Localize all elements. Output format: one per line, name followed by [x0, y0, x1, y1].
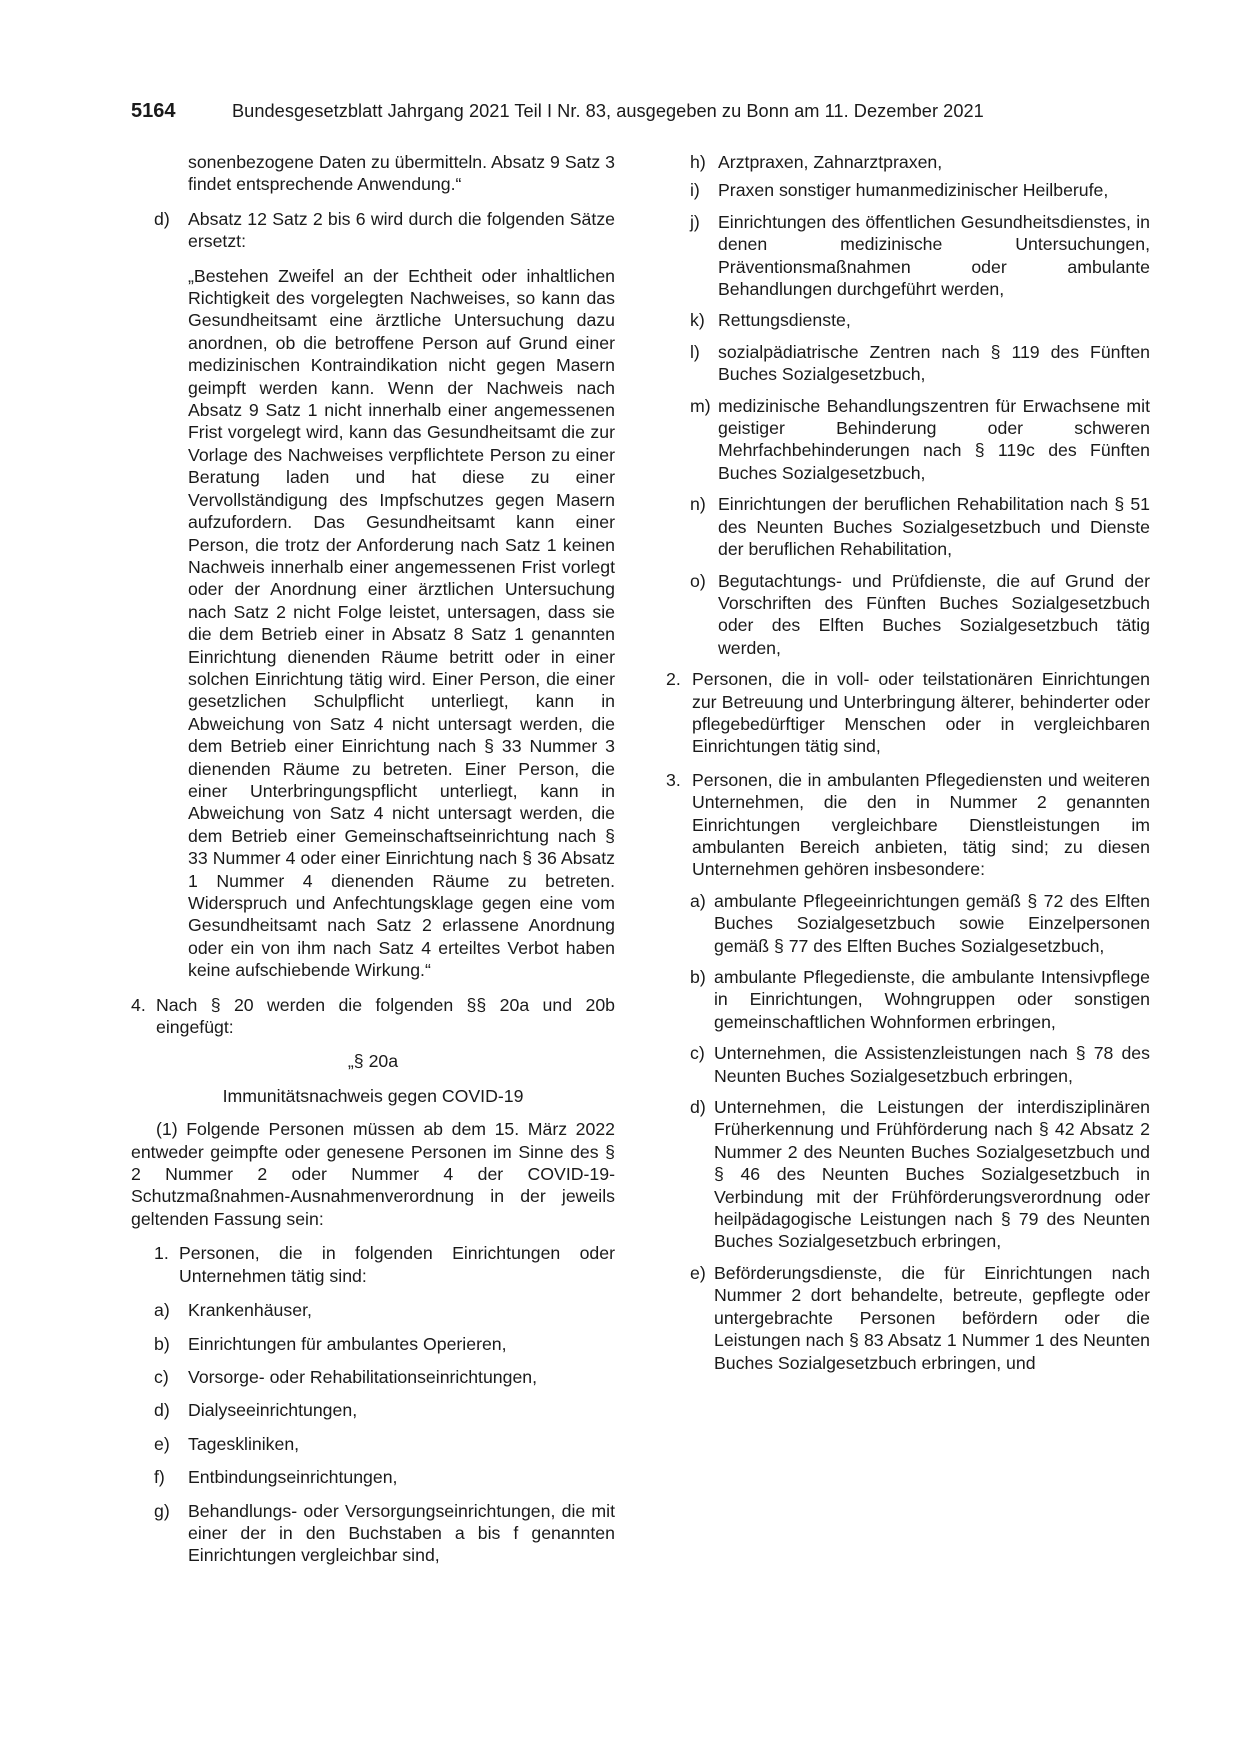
page-number: 5164 — [131, 100, 176, 122]
list-item — [131, 1466, 615, 1488]
list-item — [666, 1042, 1150, 1087]
section-title: Immunitätsnachweis gegen COVID-19 — [222, 1085, 524, 1106]
list-item-text: Einrichtungen der beruflichen Rehabilitation nach § 51 des Neunten Buches Sozialgesetzbuch und Dienste der beruflichen Rehabilitation, — [718, 494, 1150, 560]
list-item-text: Beförderungsdienste, die für Einrichtungen nach Nummer 2 dort behandelte, betreute, gepflegte oder untergebrachte Personen befördern oder die Leistungen nach § 83 Absatz 1 Nummer 1 des Neunten Buches Sozialgesetzbuch erbringen, und — [714, 1262, 1150, 1373]
list-item-text: ambulante Pflegedienste, die ambulante Intensivpflege in Einrichtungen, Wohngruppen oder sonstigen gemeinschaftlichen Wohnformen erbringen, — [714, 967, 1150, 1032]
right-column — [666, 151, 1150, 1374]
list-item-text: Einrichtungen des öffentlichen Gesundheitsdienstes, in denen medizinische Untersuchungen, Präventionsmaßnahmen oder ambulante Behandlungen durchgeführt werden, — [718, 211, 1150, 300]
point-2-text: Personen, die in voll- oder teilstationären Einrichtungen zur Betreuung und Unterbringung älterer, behinderter oder pflegebedürftiger Menschen oder in vergleichbaren Einrichtungen tätig sind, — [692, 669, 1150, 757]
list-item — [666, 309, 1150, 331]
list-item-text: Begutachtungs- und Prüfdienste, die auf Grund der Vorschriften des Fünften Buches Sozialgesetzbuch oder des Elften Buches Sozialgesetzbuch tätig werden, — [718, 570, 1150, 658]
list-item — [666, 570, 1150, 660]
left-column — [131, 151, 615, 1567]
list-item-text: sozialpädiatrische Zentren nach § 119 des Fünften Buches Sozialgesetzbuch, — [718, 341, 1150, 385]
list-item-label: c) — [690, 1043, 705, 1064]
item-4 — [131, 994, 615, 1039]
list-item — [666, 966, 1150, 1033]
list-item-label: a) — [154, 1300, 170, 1321]
list-item — [131, 1500, 615, 1567]
list-item-text: Rettungsdienste, — [718, 310, 851, 331]
list-item-text: ambulante Pflegeeinrichtungen gemäß § 72 des Elften Buches Sozialgesetzbuch sowie Einzelpersonen gemäß § 77 des Elften Buches Sozialgesetzbuch, — [714, 890, 1150, 956]
list-item-label: b) — [154, 1333, 170, 1354]
continuation-text: sonenbezogene Daten zu übermitteln. Absatz 9 Satz 3 findet entsprechende Anwendung.“ — [188, 152, 615, 195]
item-d-label: d) — [154, 208, 170, 229]
list-item-text: medizinische Behandlungszentren für Erwachsene mit geistiger Behinderung oder schweren Mehrfachbehinderungen nach § 119c des Fünften Buches Sozialgesetzbuch, — [718, 395, 1150, 483]
list-item-text: Entbindungseinrichtungen, — [188, 1467, 398, 1488]
list-item-label: f) — [154, 1467, 165, 1488]
list-item-label: c) — [154, 1366, 169, 1387]
list-item-label: m) — [690, 395, 711, 416]
item-4-text: Nach § 20 werden die folgenden §§ 20a und 20b eingefügt: — [156, 994, 615, 1038]
list-item-text: Praxen sonstiger humanmedizinischer Heilberufe, — [718, 180, 1109, 201]
list-item-label: j) — [690, 211, 700, 232]
running-head: Bundesgesetzblatt Jahrgang 2021 Teil I Nr. 83, ausgegeben zu Bonn am 11. Dezember 2021 — [232, 101, 984, 121]
list-item — [666, 211, 1150, 301]
list-item — [131, 1299, 615, 1321]
point-2-label: 2. — [666, 669, 681, 690]
list-item-label: e) — [690, 1262, 706, 1283]
list-item — [131, 1366, 615, 1388]
list-item — [666, 151, 1150, 173]
list-item-label: h) — [690, 152, 706, 172]
list-item-text: Behandlungs- oder Versorgungseinrichtungen, die mit einer der in den Buchstaben a bis f genannten Einrichtungen vergleichbar sind, — [188, 1500, 615, 1566]
list-item-label: d) — [154, 1400, 170, 1421]
list-item — [666, 890, 1150, 957]
list-item — [131, 1399, 615, 1421]
point-1-text: Personen, die in folgenden Einrichtungen oder Unternehmen tätig sind: — [179, 1243, 615, 1286]
list-item-label: b) — [690, 967, 706, 987]
quoted-text: „Bestehen Zweifel an der Echtheit oder inhaltlichen Richtigkeit des vorgelegten Nachweises, so kann das Gesundheitsamt eine ärztliche Untersuchung dazu anordnen, ob die betroffene Person auf Grund einer medizinischen Kontraindikation nicht gegen Masern geimpft werden kann. Wenn der Nachweis nach Absatz 9 Satz 1 nicht innerhalb einer angemessenen Frist vorgelegt wird, kann das Gesundheitsamt die zur Vorlage des Nachweises verpflichtete Person zu einer Beratung laden und hat diese zu einer Vervollständigung des Impfschutzes gegen Masern aufzufordern. Das Gesundheitsamt kann einer Person, die trotz der Anforderung nach Satz 1 keinen Nachweis innerhalb einer angemessenen Frist vorlegt oder der Anordnung einer ärztlichen Untersuchung nach Satz 2 nicht Folge leistet, untersagen, dass sie die dem Betrieb einer in Absatz 8 Satz 1 genannten Einrichtung dienenden Räume betritt oder in einer solchen Einrichtung tätig wird. Einer Person, die einer gesetzlichen Schulpflicht unterliegt, kann in Abweichung von Satz 4 nicht untersagt werden, die dem Betrieb einer Einrichtung nach § 33 Nummer 3 dienenden Räume zu betreten. Einer Person, die einer Unterbringungspflicht unterliegt, kann in Abweichung von Satz 4 nicht untersagt werden, die dem Betrieb einer Gemeinschaftseinrichtung nach § 33 Nummer 4 oder einer Einrichtung nach § 36 Absatz 1 Nummer 4 dienenden Räume zu betreten. Widerspruch und Anfechtungsklage gegen eine vom Gesundheitsamt nach Satz 2 erlassene Anordnung oder ein von ihm nach Satz 4 erteiltes Verbot haben keine aufschiebende Wirkung.“ — [188, 265, 615, 981]
list-item-text: Dialyseeinrichtungen, — [188, 1400, 358, 1421]
item-4-label: 4. — [131, 994, 146, 1015]
list-item — [666, 1096, 1150, 1253]
section-heading: „§ 20a — [347, 1051, 399, 1072]
list-item-text: Unternehmen, die Assistenzleistungen nach § 78 des Neunten Buches Sozialgesetzbuch erbringen, — [714, 1043, 1150, 1086]
list-item — [666, 395, 1150, 485]
list-item — [131, 1433, 615, 1455]
list-item-label: e) — [154, 1433, 170, 1454]
list-item — [666, 493, 1150, 560]
list-item-text: Vorsorge- oder Rehabilitationseinrichtungen, — [188, 1366, 538, 1387]
paragraph-1: (1) Folgende Personen müssen ab dem 15. März 2022 entweder geimpfte oder genesene Personen im Sinne des § 2 Nummer 2 oder Nummer 4 der COVID-19-Schutzmaßnahmen-Ausnahmenverordnung in der jeweils geltenden Fassung sein: — [131, 1119, 615, 1229]
item-d-text: Absatz 12 Satz 2 bis 6 wird durch die folgenden Sätze ersetzt: — [188, 208, 615, 252]
point-2 — [666, 668, 1150, 758]
list-item-label: d) — [690, 1097, 706, 1118]
list-item-label: k) — [690, 310, 705, 331]
point-3 — [666, 769, 1150, 881]
list-item — [666, 341, 1150, 386]
list-item — [666, 1262, 1150, 1374]
list-item-text: Krankenhäuser, — [188, 1300, 312, 1321]
list-item-text: Unternehmen, die Leistungen der interdisziplinären Früherkennung und Frühförderung nach § 42 Absatz 2 Nummer 2 des Neunten Buches Sozialgesetzbuch und § 46 des Neunten Buches Sozialgesetzbuch in Verbindung mit der Frühförderungsverordnung oder heilpädagogische Leistungen nach § 79 des Neunten Buches Sozialgesetzbuch erbringen, — [714, 1097, 1150, 1252]
list-item-text: Arztpraxen, Zahnarztpraxen, — [718, 152, 943, 172]
list-item-label: o) — [690, 570, 706, 591]
list-item-label: g) — [154, 1500, 170, 1521]
list-item-label: l) — [690, 341, 700, 362]
list-item-label: i) — [690, 180, 700, 201]
list-item-text: Tageskliniken, — [188, 1433, 300, 1454]
item-d — [131, 208, 615, 253]
point-3-text: Personen, die in ambulanten Pflegediensten und weiteren Unternehmen, die den in Nummer 2 genannten Einrichtungen vergleichbare Dienstleistungen im ambulanten Bereich anbieten, tätig sind; zu diesen Unternehmen gehören insbesondere: — [692, 769, 1150, 880]
point-1-label: 1. — [154, 1243, 169, 1264]
point-1 — [154, 1242, 615, 1287]
list-item-label: n) — [690, 494, 706, 515]
list-item-text: Einrichtungen für ambulantes Operieren, — [188, 1333, 507, 1354]
list-item-label: a) — [690, 890, 706, 911]
list-item — [666, 179, 1150, 201]
point-3-label: 3. — [666, 769, 681, 790]
list-item — [131, 1333, 615, 1355]
